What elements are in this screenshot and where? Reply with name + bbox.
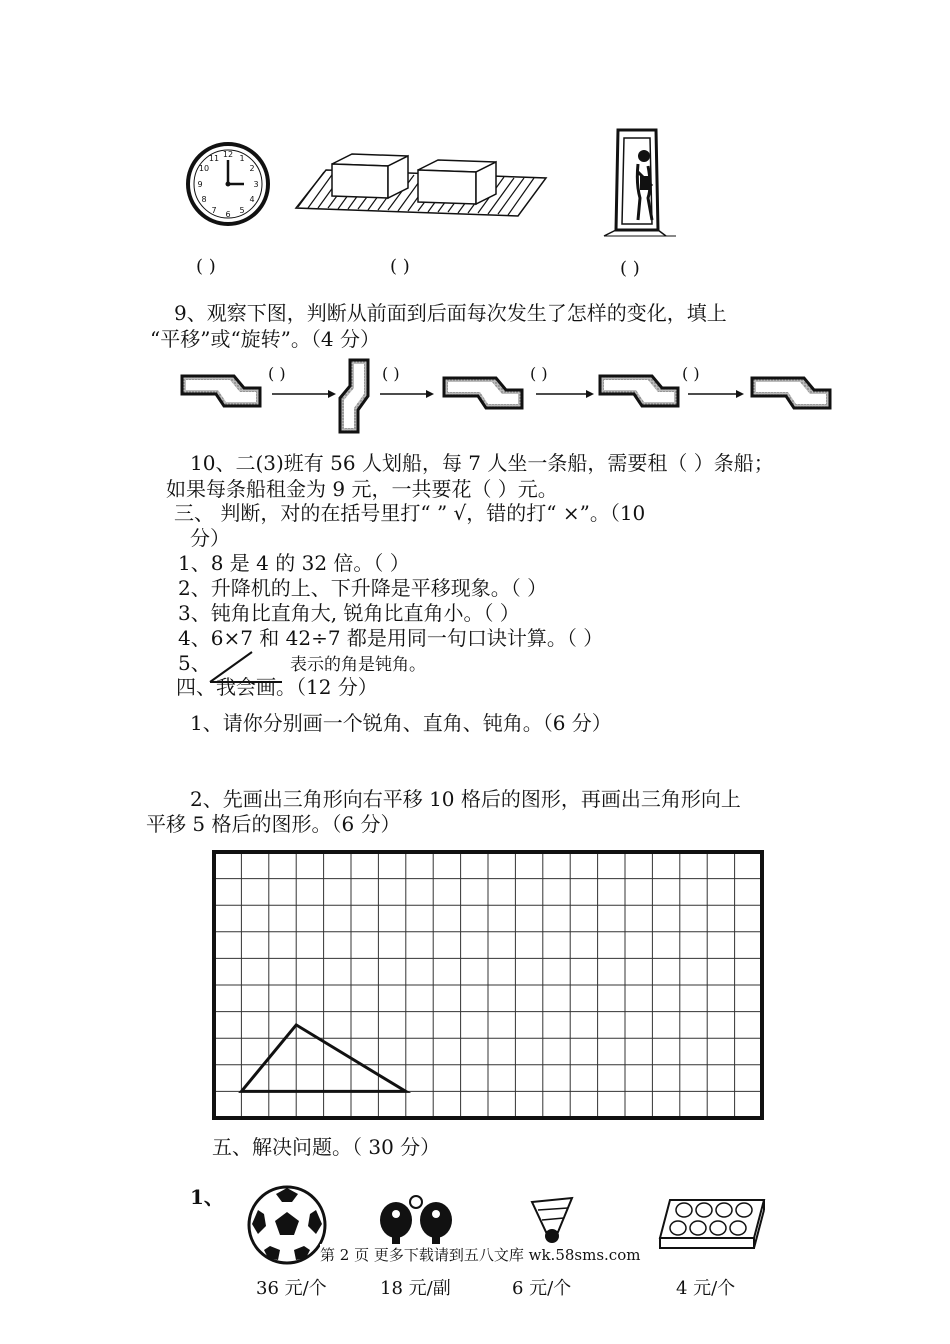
z-shape-3 — [444, 378, 522, 408]
soccer-ball-icon — [246, 1184, 328, 1266]
svg-text:2: 2 — [249, 164, 255, 173]
q9-line1: 9、观察下图，判断从前面到后面每次发生了怎样的变化，填上 — [174, 301, 727, 325]
elevator-person-image — [600, 126, 684, 240]
section3-heading-cont: 分） — [190, 526, 230, 550]
q10-line2: 如果每条船租金为 9 元，一共要花（ ）元。 — [166, 477, 558, 501]
judge-item-1: 1、8 是 4 的 32 倍。（ ） — [178, 551, 410, 575]
shuttlecock-icon — [530, 1196, 574, 1246]
price-eggs: 4 元/个 — [676, 1278, 736, 1299]
q9-blank-2[interactable]: ( ) — [382, 364, 400, 383]
judge-item-2: 2、升降机的上、下升降是平移现象。（ ） — [178, 576, 548, 600]
price-soccer-ball: 36 元/个 — [256, 1278, 327, 1299]
conveyor-answer-paren[interactable]: ( ) — [390, 256, 410, 277]
clock-icon — [186, 140, 270, 230]
draw-q2-line1: 2、先画出三角形向右平移 10 格后的图形，再画出三角形向上 — [190, 787, 741, 811]
q9-blank-3[interactable]: ( ) — [530, 364, 548, 383]
page-footer: 第 2 页 更多下载请到五八文库 wk.58sms.com — [320, 1246, 641, 1264]
clock-answer-paren[interactable]: ( ) — [196, 256, 216, 277]
draw-q1: 1、请你分别画一个锐角、直角、钝角。（6 分） — [190, 711, 612, 735]
z-shape-4 — [600, 376, 678, 406]
section3-heading: 三、 判断，对的在括号里打“ ” √，错的打“ ×”。（10 — [174, 501, 646, 525]
rotated-shape — [340, 360, 368, 432]
svg-text:8: 8 — [201, 195, 207, 204]
svg-text:9: 9 — [197, 180, 203, 189]
q9-blank-1[interactable]: ( ) — [268, 364, 286, 383]
price-paddles: 18 元/副 — [380, 1278, 451, 1299]
q9-line2: “平移”或“旋转”。（4 分） — [150, 327, 380, 351]
egg-carton-icon — [656, 1196, 768, 1254]
svg-text:12: 12 — [222, 150, 234, 159]
svg-text:3: 3 — [253, 180, 259, 189]
judge-item-3: 3、钝角比直角大, 锐角比直角小。（ ） — [178, 601, 520, 625]
draw-q2-line2: 平移 5 格后的图形。（6 分） — [146, 812, 401, 836]
svg-text:5: 5 — [239, 206, 245, 215]
judge-item-4: 4、6×7 和 42÷7 都是用同一句口诀计算。（ ） — [178, 626, 604, 650]
svg-text:11: 11 — [208, 154, 220, 163]
price-shuttlecock: 6 元/个 — [512, 1278, 572, 1299]
svg-text:7: 7 — [211, 206, 217, 215]
elevator-answer-paren[interactable]: ( ) — [620, 258, 640, 279]
svg-text:1: 1 — [239, 154, 245, 163]
svg-text:4: 4 — [249, 195, 255, 204]
svg-text:10: 10 — [198, 164, 210, 173]
drawing-grid[interactable] — [210, 848, 766, 1122]
q10-line1: 10、二(3)班有 56 人划船，每 7 人坐一条船，需要租（ ）条船； — [190, 451, 774, 475]
section4-heading: 四、我会画。（12 分） — [176, 675, 378, 699]
solve-q1-num: 1、 — [190, 1185, 224, 1209]
judge-item-5-num: 5、 — [178, 651, 211, 675]
ping-pong-paddles-icon — [376, 1194, 460, 1250]
judge-item-5-text: 表示的角是钝角。 — [290, 655, 426, 675]
z-shape-1 — [182, 376, 260, 406]
svg-text:6: 6 — [225, 210, 231, 219]
q9-blank-4[interactable]: ( ) — [682, 364, 700, 383]
conveyor-boxes-image — [296, 150, 546, 220]
z-shape-5 — [752, 378, 830, 408]
section5-heading: 五、解决问题。（ 30 分） — [212, 1135, 441, 1159]
